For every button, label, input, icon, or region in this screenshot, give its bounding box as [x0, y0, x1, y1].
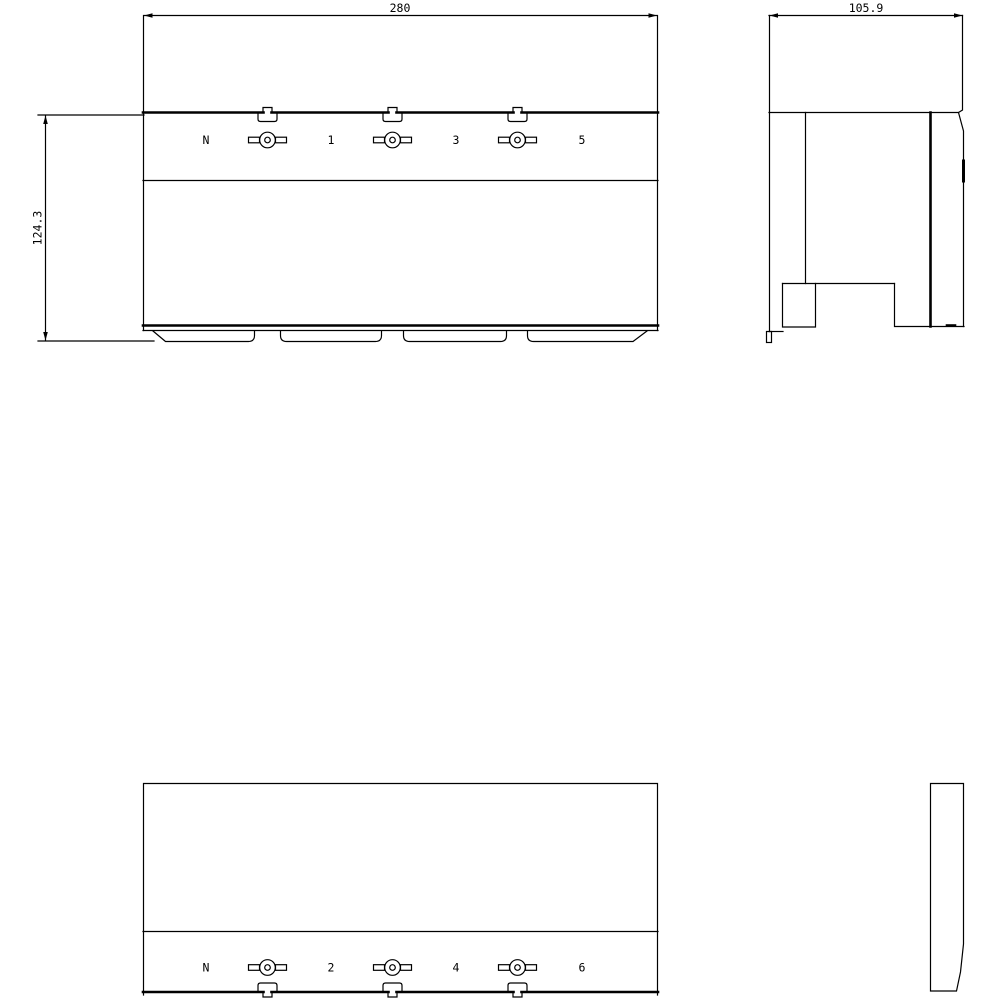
- side-view: [767, 16, 965, 343]
- terminal-label-2: 2: [327, 960, 335, 975]
- terminal-label-6: 6: [578, 960, 586, 975]
- clip-bottom-2: [383, 983, 402, 997]
- terminal-symbol-2: [249, 960, 287, 976]
- side-rail-clip: [783, 284, 816, 328]
- terminal-label-3: 3: [452, 133, 460, 147]
- dim-height-value: 124.3: [30, 210, 45, 246]
- terminal-label-N-bottom: N: [202, 960, 210, 975]
- side-foot-tab: [767, 332, 772, 343]
- profile-outline: [931, 784, 964, 992]
- clip-top-1: [258, 108, 277, 122]
- clip-bottom-1: [258, 983, 277, 997]
- terminal-symbol-1: [249, 132, 287, 148]
- front-foot-3: [404, 331, 507, 342]
- front-foot-2: [281, 331, 382, 342]
- terminal-symbol-3: [374, 132, 412, 148]
- terminal-label-4: 4: [452, 960, 460, 975]
- dim-arrow-down: [43, 332, 48, 341]
- dim-depth-value: 105.9: [848, 1, 884, 15]
- terminal-symbol-4: [374, 960, 412, 976]
- front-outline: [144, 16, 658, 331]
- terminal-label-5: 5: [578, 133, 586, 147]
- terminal-label-N-top: N: [202, 133, 210, 147]
- dim-arrow-up: [43, 116, 48, 125]
- terminal-symbol-6: [499, 960, 537, 976]
- dim-arrow-right: [649, 13, 658, 18]
- dim-width-value: 280: [389, 1, 411, 15]
- terminal-label-1: 1: [327, 133, 335, 147]
- terminal-symbol-5: [499, 132, 537, 148]
- clip-top-3: [508, 108, 527, 122]
- front-view: [143, 16, 658, 342]
- clip-bottom-3: [508, 983, 527, 997]
- dim-arrow-left: [144, 13, 153, 18]
- clip-top-2: [383, 108, 402, 122]
- dimension-height-124: [31, 115, 155, 341]
- dim-arrow-right: [954, 13, 963, 18]
- front-foot-4: [528, 331, 648, 342]
- bottom-side-profile: [931, 784, 964, 992]
- dim-arrow-left: [770, 13, 779, 18]
- front-foot-1: [153, 331, 255, 342]
